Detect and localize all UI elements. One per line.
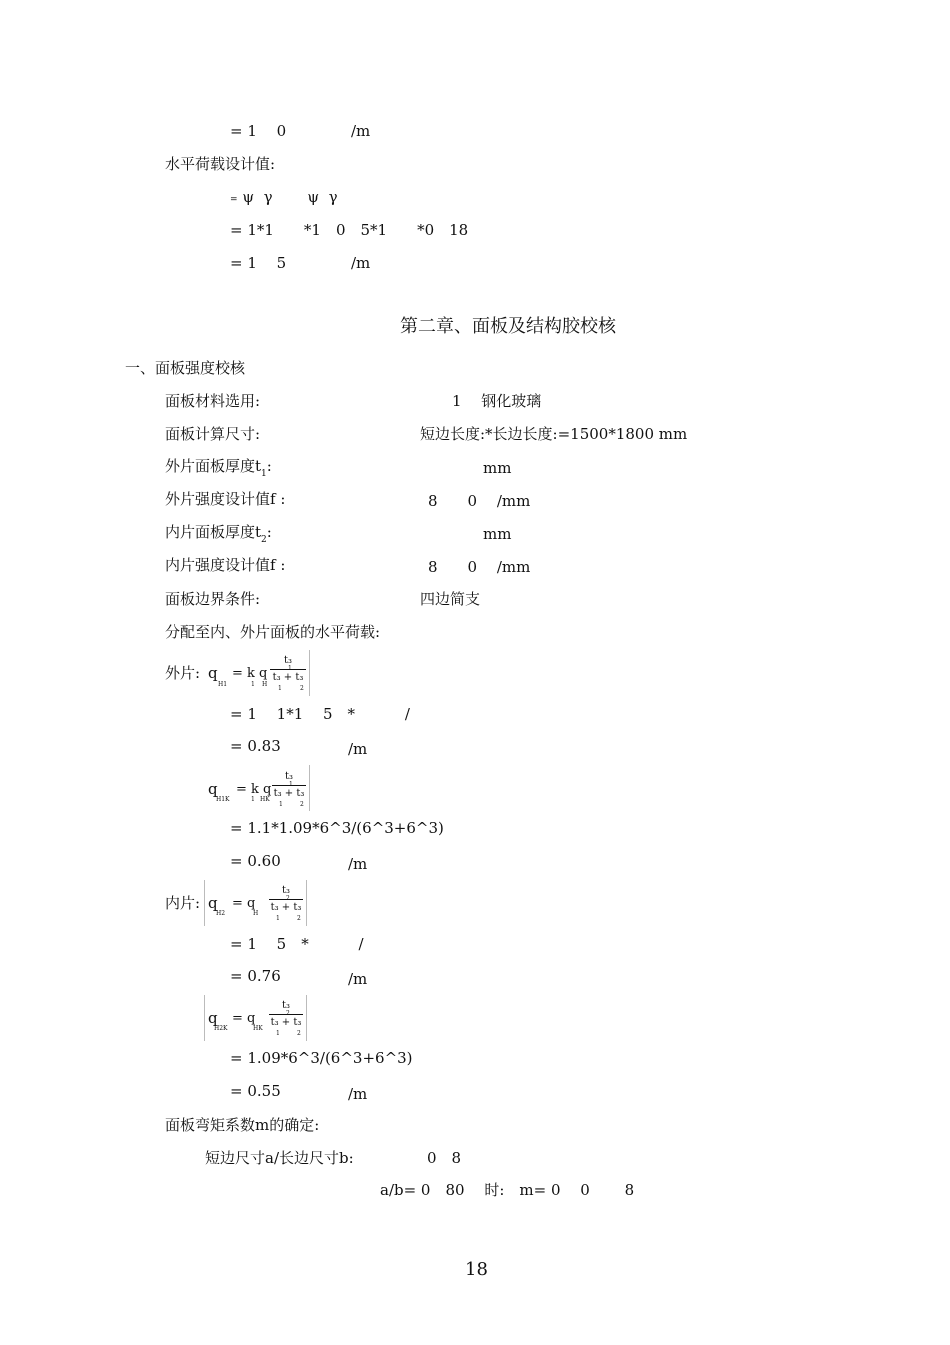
inner-f2-lhs: q xyxy=(208,1009,218,1027)
formula-symbols: ψ γ ψ γ xyxy=(237,188,338,206)
formula-line xyxy=(230,188,338,209)
formula-divider xyxy=(309,765,310,811)
inner-f2-calc: = 1.09*6^3/(6^3+6^3) xyxy=(230,1049,413,1067)
inner-strength-value: 8 0 /mm xyxy=(428,558,531,576)
horizontal-load-design-label: 水平荷载设计值: xyxy=(165,155,276,173)
outer-f2-eq-sub2: HK xyxy=(260,796,270,803)
formula-divider xyxy=(306,880,307,926)
outer-f2-eq: = k q xyxy=(236,782,272,797)
outer-f1-eq: = k q xyxy=(232,666,268,681)
inner-f2-lhs-sub: H2K xyxy=(214,1025,228,1032)
inner-label: 内片: xyxy=(165,894,201,912)
inner-thickness-label: 内片面板厚度$t_2$: xyxy=(165,523,272,545)
page-number: 18 xyxy=(465,1259,488,1280)
material-label: 面板材料选用: xyxy=(165,392,261,410)
outer-f2-fraction: t₃ 1 t₃ + t₃ 1 2 xyxy=(273,771,305,808)
inner-f2-eq-sub: HK xyxy=(253,1025,263,1032)
outer-f1-lhs-sub: H1 xyxy=(218,681,228,688)
load-value-line: = 1 0 /m xyxy=(230,122,371,140)
boundary-value: 四边简支 xyxy=(420,590,481,608)
inner-f2-eq: = q xyxy=(232,1011,256,1026)
formula-divider xyxy=(204,995,205,1041)
outer-strength-value: 8 0 /mm xyxy=(428,492,531,510)
outer-f2-result: = 0.60 xyxy=(230,852,281,870)
inner-f1-lhs: q xyxy=(208,894,218,912)
inner-f2-unit: /m xyxy=(348,1085,368,1103)
inner-f1-lhs-sub: H2 xyxy=(216,910,226,917)
ratio-value: 0 8 xyxy=(427,1149,462,1167)
moment-coefficient-label: 面板弯矩系数m的确定: xyxy=(165,1116,320,1134)
inner-f1-eq: = q xyxy=(232,896,256,911)
outer-f1-lhs: q xyxy=(208,664,218,682)
size-label: 面板计算尺寸: xyxy=(165,425,261,443)
outer-f2-lhs-sub: H1K xyxy=(216,796,230,803)
outer-f2-calc: = 1.1*1.09*6^3/(6^3+6^3) xyxy=(230,819,444,837)
inner-strength-label: 内片强度设计值f : xyxy=(165,556,286,574)
outer-f1-eq-sub1: 1 xyxy=(251,681,255,688)
outer-f1-eq-sub2: H xyxy=(262,681,268,688)
result-line: = 1 5 /m xyxy=(230,254,371,272)
ratio-label: 短边尺寸a/长边尺寸b: xyxy=(205,1149,354,1167)
outer-f2-eq-sub1: 1 xyxy=(251,796,255,803)
outer-f2-unit: /m xyxy=(348,855,368,873)
outer-f1-fraction: t₃ 1 t₃ + t₃ 1 2 xyxy=(268,656,308,692)
inner-f2-fraction: t₃ 2 t₃ + t₃ 1 2 xyxy=(270,1000,302,1037)
boundary-label: 面板边界条件: xyxy=(165,590,261,608)
ratio-coefficient-line: a/b= 0 80 时: m= 0 0 8 xyxy=(380,1181,635,1199)
outer-thickness-label: 外片面板厚度$t_1$: xyxy=(165,457,272,479)
outer-label: 外片: xyxy=(165,664,201,682)
inner-f1-unit: /m xyxy=(348,970,368,988)
size-value: 短边长度:*长边长度:=1500*1800 mm xyxy=(420,425,688,443)
outer-f2-lhs: q xyxy=(208,780,218,798)
outer-f1-result: = 0.83 xyxy=(230,737,281,755)
outer-strength-label: 外片强度设计值f : xyxy=(165,490,286,508)
inner-f1-fraction: t₃ 2 t₃ + t₃ 1 2 xyxy=(270,885,302,922)
material-value: 1 钢化玻璃 xyxy=(452,392,542,410)
chapter-title: 第二章、面板及结构胶校核 xyxy=(400,316,616,337)
inner-f2-result: = 0.55 xyxy=(230,1082,281,1100)
outer-f1-calc: = 1 1*1 5 * / xyxy=(230,705,410,723)
formula-eq: = xyxy=(230,195,238,205)
section-heading: 一、面板强度校核 xyxy=(125,359,246,377)
inner-f1-calc: = 1 5 * / xyxy=(230,935,364,953)
inner-thickness-unit: mm xyxy=(483,525,512,543)
calc-line: = 1*1 *1 0 5*1 *0 18 xyxy=(230,221,469,239)
distribute-label: 分配至内、外片面板的水平荷载: xyxy=(165,623,381,641)
inner-f1-result: = 0.76 xyxy=(230,967,281,985)
formula-divider xyxy=(306,995,307,1041)
outer-f1-unit: /m xyxy=(348,740,368,758)
formula-divider xyxy=(204,880,205,926)
formula-divider xyxy=(309,650,310,696)
inner-f1-eq-sub: H xyxy=(253,910,259,917)
outer-thickness-unit: mm xyxy=(483,459,512,477)
